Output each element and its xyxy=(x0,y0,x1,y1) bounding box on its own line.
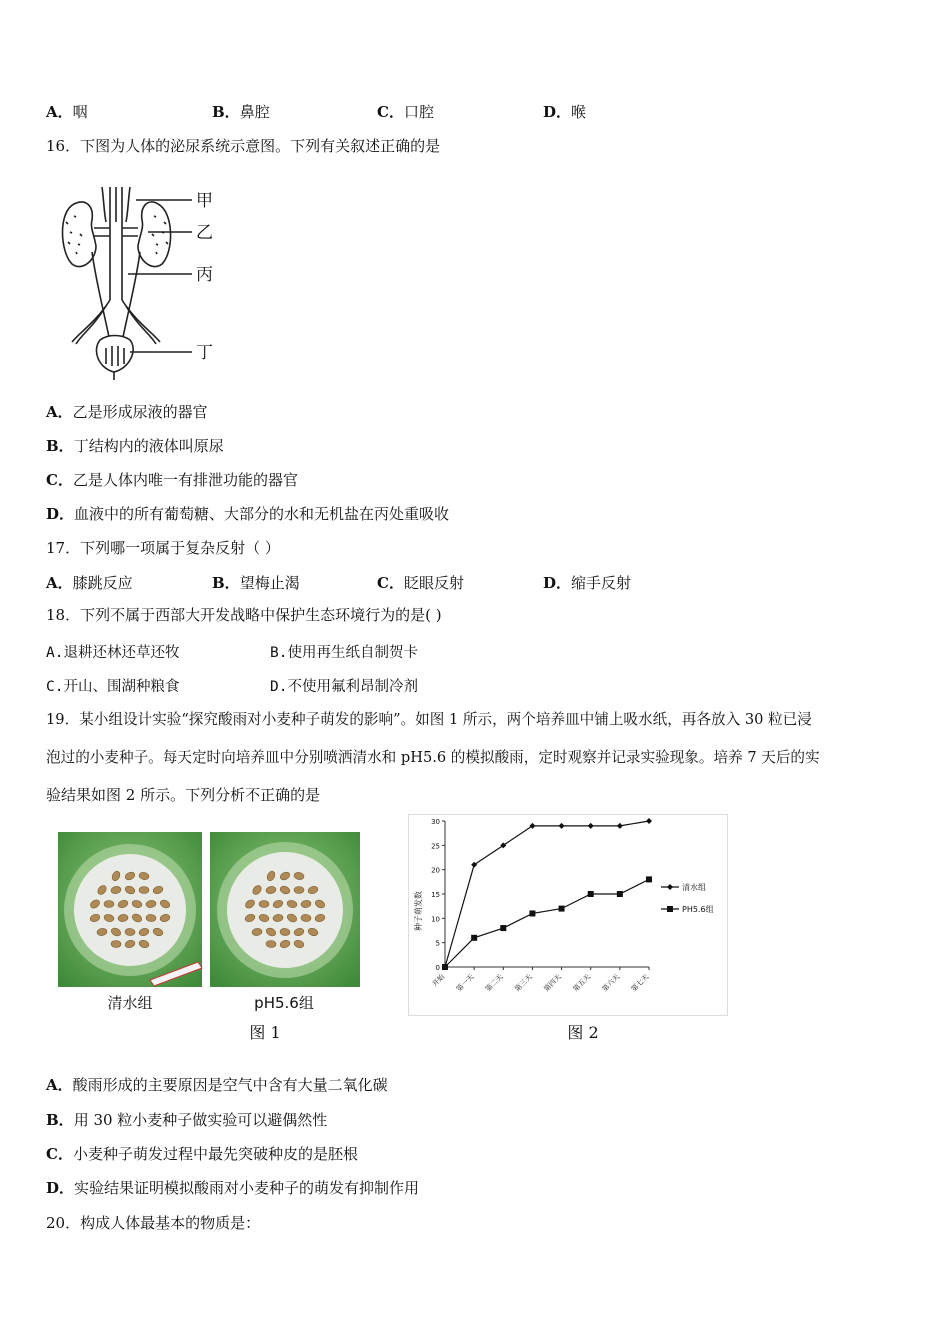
x-tick-label: 第五天 xyxy=(571,972,593,994)
y-tick-label: 20 xyxy=(431,866,440,875)
filter-paper-water xyxy=(74,854,186,966)
chart-ylabel: 种子萌发数 xyxy=(414,891,423,931)
y-tick-label: 30 xyxy=(431,818,440,826)
point-1-1 xyxy=(471,935,477,941)
q20-stem: 20．构成人体最基本的物质是： xyxy=(46,1214,261,1232)
y-tick-label: 5 xyxy=(435,939,440,948)
q18-option-c: C.开山、围湖种粮食 xyxy=(46,679,180,695)
q18-option-b: B.使用再生纸自制贺卡 xyxy=(270,645,418,661)
figure-1 xyxy=(58,822,360,1014)
x-tick-label: 第六天 xyxy=(600,972,622,994)
y-tick-label: 15 xyxy=(431,891,440,899)
legend-marker-0 xyxy=(667,884,673,890)
point-1-6 xyxy=(617,891,623,897)
q15-option-b: B．鼻腔 xyxy=(212,103,270,121)
q19-stem-line3: 验结果如图 2 所示。下列分析不正确的是 xyxy=(46,786,321,804)
q19-option-a: A．酸雨形成的主要原因是空气中含有大量二氧化碳 xyxy=(46,1076,388,1094)
label-ding: 丁 xyxy=(196,343,213,363)
q17-option-c: C．眨眼反射 xyxy=(377,574,464,592)
x-tick-label: 第四天 xyxy=(542,972,563,994)
point-0-6 xyxy=(617,823,623,829)
legend-marker-1 xyxy=(667,906,673,912)
y-tick-label: 10 xyxy=(431,915,440,924)
q17-option-d: D．缩手反射 xyxy=(543,574,632,592)
q18-stem: 18．下列不属于西部大开发战略中保护生态环境行为的是( ) xyxy=(46,606,442,624)
q16-stem: 16．下图为人体的泌尿系统示意图。下列有关叙述正确的是 xyxy=(46,137,441,155)
point-1-2 xyxy=(500,925,506,931)
petri-dish-photos xyxy=(58,822,360,1014)
q19-stem-line2: 泡过的小麦种子。每天定时向培养皿中分别喷洒清水和 pH5.6 的模拟酸雨，定时观察并记录实验现象。培养 7 天后的实 xyxy=(46,749,820,766)
seed xyxy=(104,900,114,907)
photo-label-acid: pH5.6组 xyxy=(254,994,314,1012)
q16-option-c: C．乙是人体内唯一有排泄功能的器官 xyxy=(46,471,298,489)
y-tick-label: 25 xyxy=(431,842,440,851)
fig1-caption: 图 1 xyxy=(249,1023,281,1042)
x-tick-label: 第三天 xyxy=(513,972,534,994)
seed xyxy=(259,900,269,907)
legend-label-0: 清水组 xyxy=(682,883,706,892)
q17-option-a: A．膝跳反应 xyxy=(46,574,133,592)
x-tick-label: 第七天 xyxy=(629,972,651,994)
q15-option-a: A．咽 xyxy=(46,103,88,121)
q15-option-c: C．口腔 xyxy=(377,103,434,121)
point-1-7 xyxy=(646,876,652,882)
q17-option-b: B．望梅止渴 xyxy=(212,574,300,592)
label-jia: 甲 xyxy=(196,191,213,211)
point-0-4 xyxy=(559,823,565,829)
y-tick-label: 0 xyxy=(435,964,440,972)
x-tick-label: 开始 xyxy=(430,972,447,989)
figure-2 xyxy=(408,814,728,1016)
point-0-7 xyxy=(646,818,652,824)
q18-option-d: D.不使用氟利昂制冷剂 xyxy=(270,679,418,695)
x-tick-label: 第二天 xyxy=(484,972,505,994)
seed xyxy=(139,886,149,893)
q18-option-a: A.退耕还林还草还牧 xyxy=(46,645,180,661)
q16-option-b: B．丁结构内的液体叫原尿 xyxy=(46,437,224,455)
q19-stem-line1: 19．某小组设计实验“探究酸雨对小麦种子萌发的影响”。如图 1 所示，两个培养皿中铺上吸水纸，再各放入 30 粒已浸 xyxy=(46,711,812,728)
q19-option-d: D．实验结果证明模拟酸雨对小麦种子的萌发有抑制作用 xyxy=(46,1179,420,1197)
point-1-0 xyxy=(442,964,448,970)
q19-option-b: B．用 30 粒小麦种子做实验可以避偶然性 xyxy=(46,1111,328,1129)
label-bing: 丙 xyxy=(196,265,213,285)
urinary-system-diagram xyxy=(56,182,226,382)
q16-option-a: A．乙是形成尿液的器官 xyxy=(46,403,208,421)
x-tick-label: 第一天 xyxy=(455,972,476,994)
seed xyxy=(294,886,304,893)
germination-chart xyxy=(409,815,727,1015)
filter-paper-acid xyxy=(227,852,343,968)
label-yi: 乙 xyxy=(196,223,213,243)
q19-option-c: C．小麦种子萌发过程中最先突破种皮的是胚根 xyxy=(46,1145,358,1163)
point-1-5 xyxy=(588,891,594,897)
photo-label-water: 清水组 xyxy=(107,994,153,1012)
point-1-4 xyxy=(559,906,565,912)
point-1-3 xyxy=(529,910,535,916)
q15-option-d: D．喉 xyxy=(543,103,587,121)
q16-option-d: D．血液中的所有葡萄糖、大部分的水和无机盐在丙处重吸收 xyxy=(46,505,450,523)
point-0-5 xyxy=(588,823,594,829)
legend-label-1: PH5.6组 xyxy=(682,905,714,914)
q17-stem: 17．下列哪一项属于复杂反射（ ） xyxy=(46,539,280,557)
fig2-caption: 图 2 xyxy=(567,1023,599,1042)
